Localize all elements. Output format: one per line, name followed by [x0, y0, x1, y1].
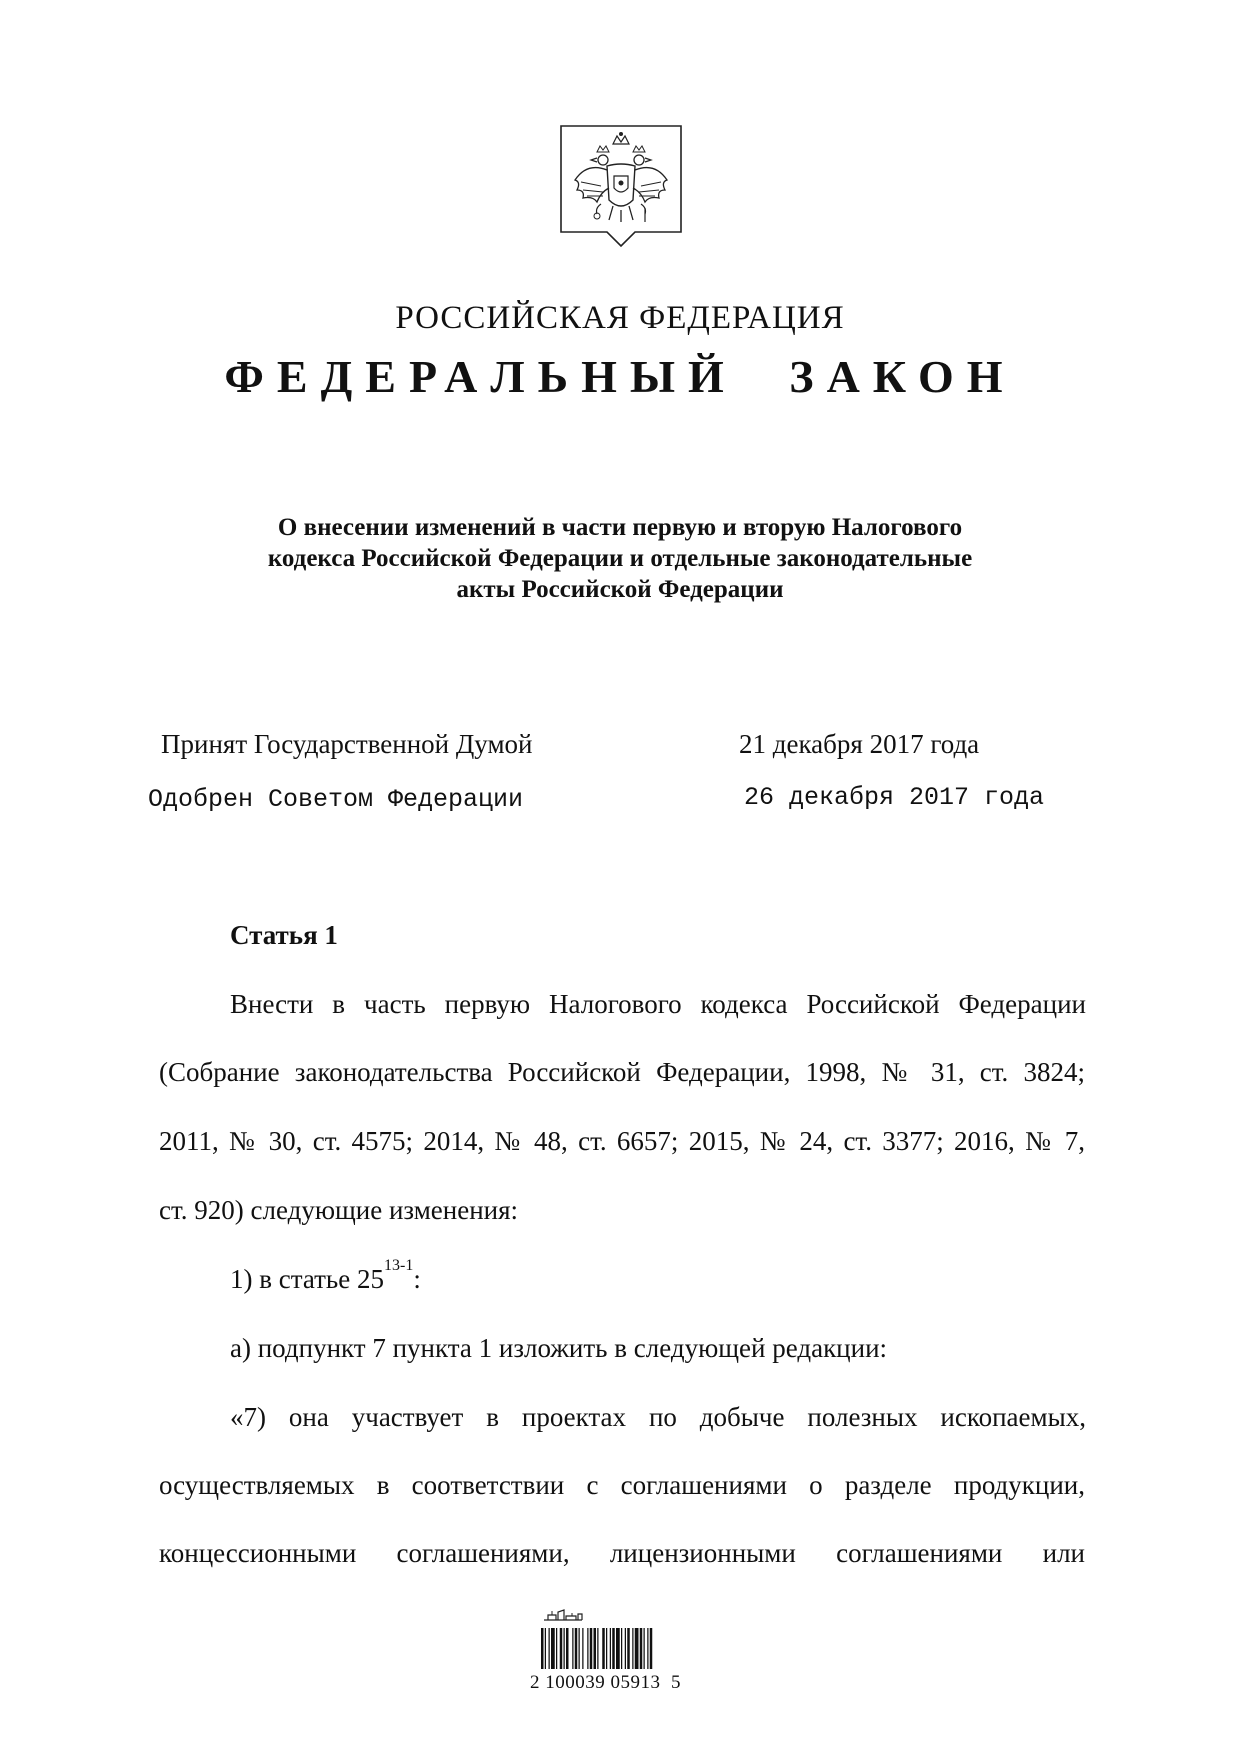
barcode-bar [564, 1628, 565, 1669]
barcode-bar [616, 1628, 620, 1669]
barcode-bar [549, 1628, 550, 1669]
country-heading: РОССИЙСКАЯ ФЕДЕРАЦИЯ [395, 300, 845, 336]
barcode-bar [644, 1628, 645, 1669]
barcode-bar [590, 1628, 593, 1669]
barcode [541, 1628, 695, 1669]
law-title [180, 512, 1060, 605]
barcode-bar [632, 1628, 633, 1669]
item-1-line [230, 1257, 421, 1296]
law-title-line: акты Российской Федерации [456, 576, 784, 603]
paragraph-line: (Собрание законодательства Российской Федерации, 1998, № 31, ст. 3824; [159, 1057, 1085, 1087]
article-heading: Статья 1 [230, 920, 338, 950]
document-type-heading: ФЕДЕРАЛЬНЫЙ ЗАКОН [224, 351, 1016, 402]
item-1-text: 1) в статье 25 [230, 1264, 384, 1294]
barcode-bar [541, 1628, 544, 1669]
barcode-bar [640, 1628, 643, 1669]
print-stamp-mark [542, 1607, 584, 1623]
barcode-bar [647, 1628, 648, 1669]
barcode-bar [621, 1628, 622, 1669]
barcode-bar [627, 1628, 630, 1669]
barcode-bar [566, 1628, 569, 1669]
coat-of-arms-emblem [557, 122, 685, 268]
barcode-bar [545, 1628, 546, 1669]
barcode-bar [612, 1628, 615, 1669]
adoption-date-duma: 21 декабря 2017 года [739, 729, 980, 759]
barcode-number: 2 100039 05913 5 [530, 1672, 681, 1693]
barcode-bar [556, 1628, 557, 1669]
quote-line: «7) она участвует в проектах по добыче полезных ископаемых, [230, 1402, 1086, 1432]
barcode-bar [597, 1628, 598, 1669]
item-1-colon: : [413, 1264, 421, 1294]
subitem-a-line: а) подпункт 7 пункта 1 изложить в следующей редакции: [230, 1333, 888, 1363]
barcode-bar [610, 1628, 611, 1669]
barcode-bar [594, 1628, 597, 1669]
quote-line: осуществляемых в соответствии с соглашениями о разделе продукции, [159, 1470, 1085, 1500]
paragraph-line: ст. 920) следующие изменения: [159, 1195, 519, 1225]
barcode-bar [572, 1628, 573, 1669]
adoption-body-council: Одобрен Советом Федерации [148, 785, 524, 814]
adoption-date-council: 26 декабря 2017 года [744, 783, 1045, 812]
barcode-bar [635, 1628, 639, 1669]
barcode-bar [551, 1628, 555, 1669]
paragraph-line: 2011, № 30, ст. 4575; 2014, № 48, ст. 6657; 2015, № 24, ст. 3377; 2016, № 7, [159, 1126, 1085, 1156]
law-title-line: кодекса Российской Федерации и отдельные законодательные [267, 545, 973, 572]
barcode-bar [575, 1628, 578, 1669]
paragraph-line: Внести в часть первую Налогового кодекса Российской Федерации [230, 989, 1086, 1019]
barcode-bar [579, 1628, 580, 1669]
barcode-bar [606, 1628, 607, 1669]
barcode-bar [650, 1628, 653, 1669]
barcode-bar [625, 1628, 626, 1669]
adoption-body-duma: Принят Государственной Думой [161, 729, 533, 759]
barcode-bar [587, 1628, 588, 1669]
quote-line: концессионными соглашениями, лицензионными соглашениями или [159, 1538, 1085, 1568]
law-title-line: О внесении изменений в части первую и вторую Налогового [277, 514, 963, 541]
barcode-bar [602, 1628, 605, 1669]
barcode-bar [582, 1628, 583, 1669]
barcode-bar [560, 1628, 563, 1669]
item-1-superscript: 13-1 [383, 1257, 414, 1274]
